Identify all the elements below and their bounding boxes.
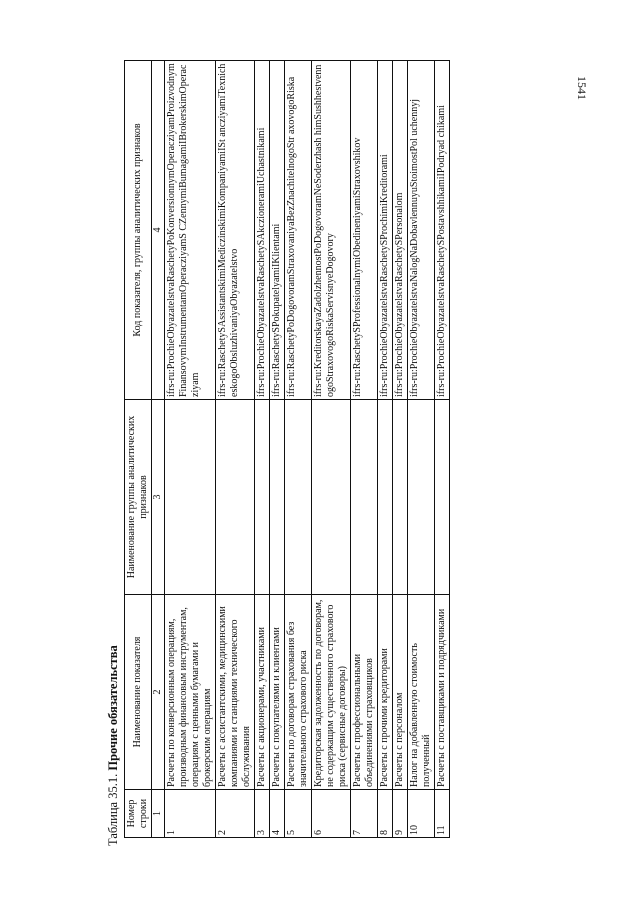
caption-title: Прочие обязательства (106, 645, 120, 771)
table-row (378, 61, 393, 838)
table-row (270, 61, 285, 838)
column-number-row (152, 61, 165, 838)
row-number-cell: 5 (285, 790, 312, 838)
group-name-cell (270, 400, 285, 595)
indicator-name-cell: Кредиторская задолженность по договорам, не содержащим существенного страхового риска (сервисные договоры) (312, 595, 351, 790)
code-cell: ifrs-ru:RaschetySProfessionalnymiObedineniyamiStraxovshikov (351, 61, 378, 400)
indicator-name-cell: Расчеты с акционерами, участниками (255, 595, 270, 790)
code-cell: ifrs-ru:ProchieObyazatelstvaRaschetySAkczioneramiUchastnikami (255, 61, 270, 400)
table-row (312, 61, 351, 838)
row-number-cell: 6 (312, 790, 351, 838)
code-cell: ifrs-ru:RaschetyPoDogovoramStraxovaniyaBezZnachitelnogoStr axovogoRiska (285, 61, 312, 400)
header-indicator-name: Наименование показателя (125, 595, 152, 790)
indicator-name-cell: Расчеты с поставщиками и подрядчиками (435, 595, 450, 790)
table-row (393, 61, 408, 838)
column-number: 1 (152, 790, 165, 838)
indicator-name-cell: Расчеты с покупателями и клиентами (270, 595, 285, 790)
row-number-cell: 9 (393, 790, 408, 838)
row-number-cell: 8 (378, 790, 393, 838)
caption-prefix: Таблица 35.1. (106, 773, 120, 846)
code-cell: ifrs-ru:KreditorskayaZadolzhennostPoDogovoramNeSoderzhash himSushhestvennogoStraxovogoRiskaServisnyeDogovory (312, 61, 351, 400)
row-number-cell: 3 (255, 790, 270, 838)
row-number-cell: 4 (270, 790, 285, 838)
group-name-cell (255, 400, 270, 595)
table-row (285, 61, 312, 838)
indicator-name-cell: Расчеты с ассистантскими, медицинскими компаниями и станциями технического обслуживания (216, 595, 255, 790)
indicator-name-cell: Расчеты по договорам страхования без значительного страхового риска (285, 595, 312, 790)
group-name-cell (312, 400, 351, 595)
indicator-name-cell: Расчеты с персоналом (393, 595, 408, 790)
code-cell: ifrs-ru:ProchieObyazatelstvaRaschetySPostavshhikamiIPodryad chikami (435, 61, 450, 400)
table-row (408, 61, 435, 838)
group-name-cell (216, 400, 255, 595)
header-row-number: Номер строки (125, 790, 152, 838)
code-cell: ifrs-ru:ProchieObyazatelstvaRaschetyPoKonversionnymOperacziyamProizvodnymFinansovymInstrumentamOperacziyamS CZennymiBumagamiIBrokerskimOperacziyam (165, 61, 216, 400)
group-name-cell (408, 400, 435, 595)
row-number-cell: 7 (351, 790, 378, 838)
group-name-cell (351, 400, 378, 595)
code-cell: ifrs-ru:ProchieObyazatelstvaRaschetySProchimiKreditorami (378, 61, 393, 400)
indicator-name-cell: Расчеты с профессиональными объединениями страховщиков (351, 595, 378, 790)
row-number-cell: 2 (216, 790, 255, 838)
table-row (165, 61, 216, 838)
code-cell: ifrs-ru:RaschetySAssistantskimiMediczinskimiKompaniyamiISt ancziyamiTexnicheskogoObsluzhivaniyaObyazatelstvo (216, 61, 255, 400)
indicator-name-cell: Расчеты с прочими кредиторами (378, 595, 393, 790)
column-number: 3 (152, 400, 165, 595)
code-cell: ifrs-ru:ProchieObyazatelstvaRaschetySPersonalom (393, 61, 408, 400)
column-number: 2 (152, 595, 165, 790)
group-name-cell (393, 400, 408, 595)
page-number: 1541 (575, 76, 589, 100)
indicator-name-cell: Расчеты по конверсионным операциям, производным финансовым инструментам, операциям с ценными бумагами и брокерским операциям (165, 595, 216, 790)
header-row (125, 61, 152, 838)
group-name-cell (378, 400, 393, 595)
row-number-cell: 1 (165, 790, 216, 838)
code-cell: ifrs-ru:ProchieObyazatelstvaNalogNaDobavlennuyuStoimostPol uchennyj (408, 61, 435, 400)
indicator-name-cell: Налог на добавленную стоимость полученный (408, 595, 435, 790)
header-code: Код показателя, группы аналитических признаков (125, 61, 152, 400)
code-cell: ifrs-ru:RaschetySPokupatelyamiIKlientami (270, 61, 285, 400)
row-number-cell: 10 (408, 790, 435, 838)
header-group-name: Наименование группы аналитических признаков (125, 400, 152, 595)
table-row (216, 61, 255, 838)
table-row (351, 61, 378, 838)
group-name-cell (165, 400, 216, 595)
column-number: 4 (152, 61, 165, 400)
row-number-cell: 11 (435, 790, 450, 838)
table-row (255, 61, 270, 838)
group-name-cell (285, 400, 312, 595)
liabilities-table (124, 60, 450, 838)
group-name-cell (435, 400, 450, 595)
rotated-table-area (102, 61, 584, 846)
table-row (435, 61, 450, 838)
table-caption (102, 645, 124, 846)
